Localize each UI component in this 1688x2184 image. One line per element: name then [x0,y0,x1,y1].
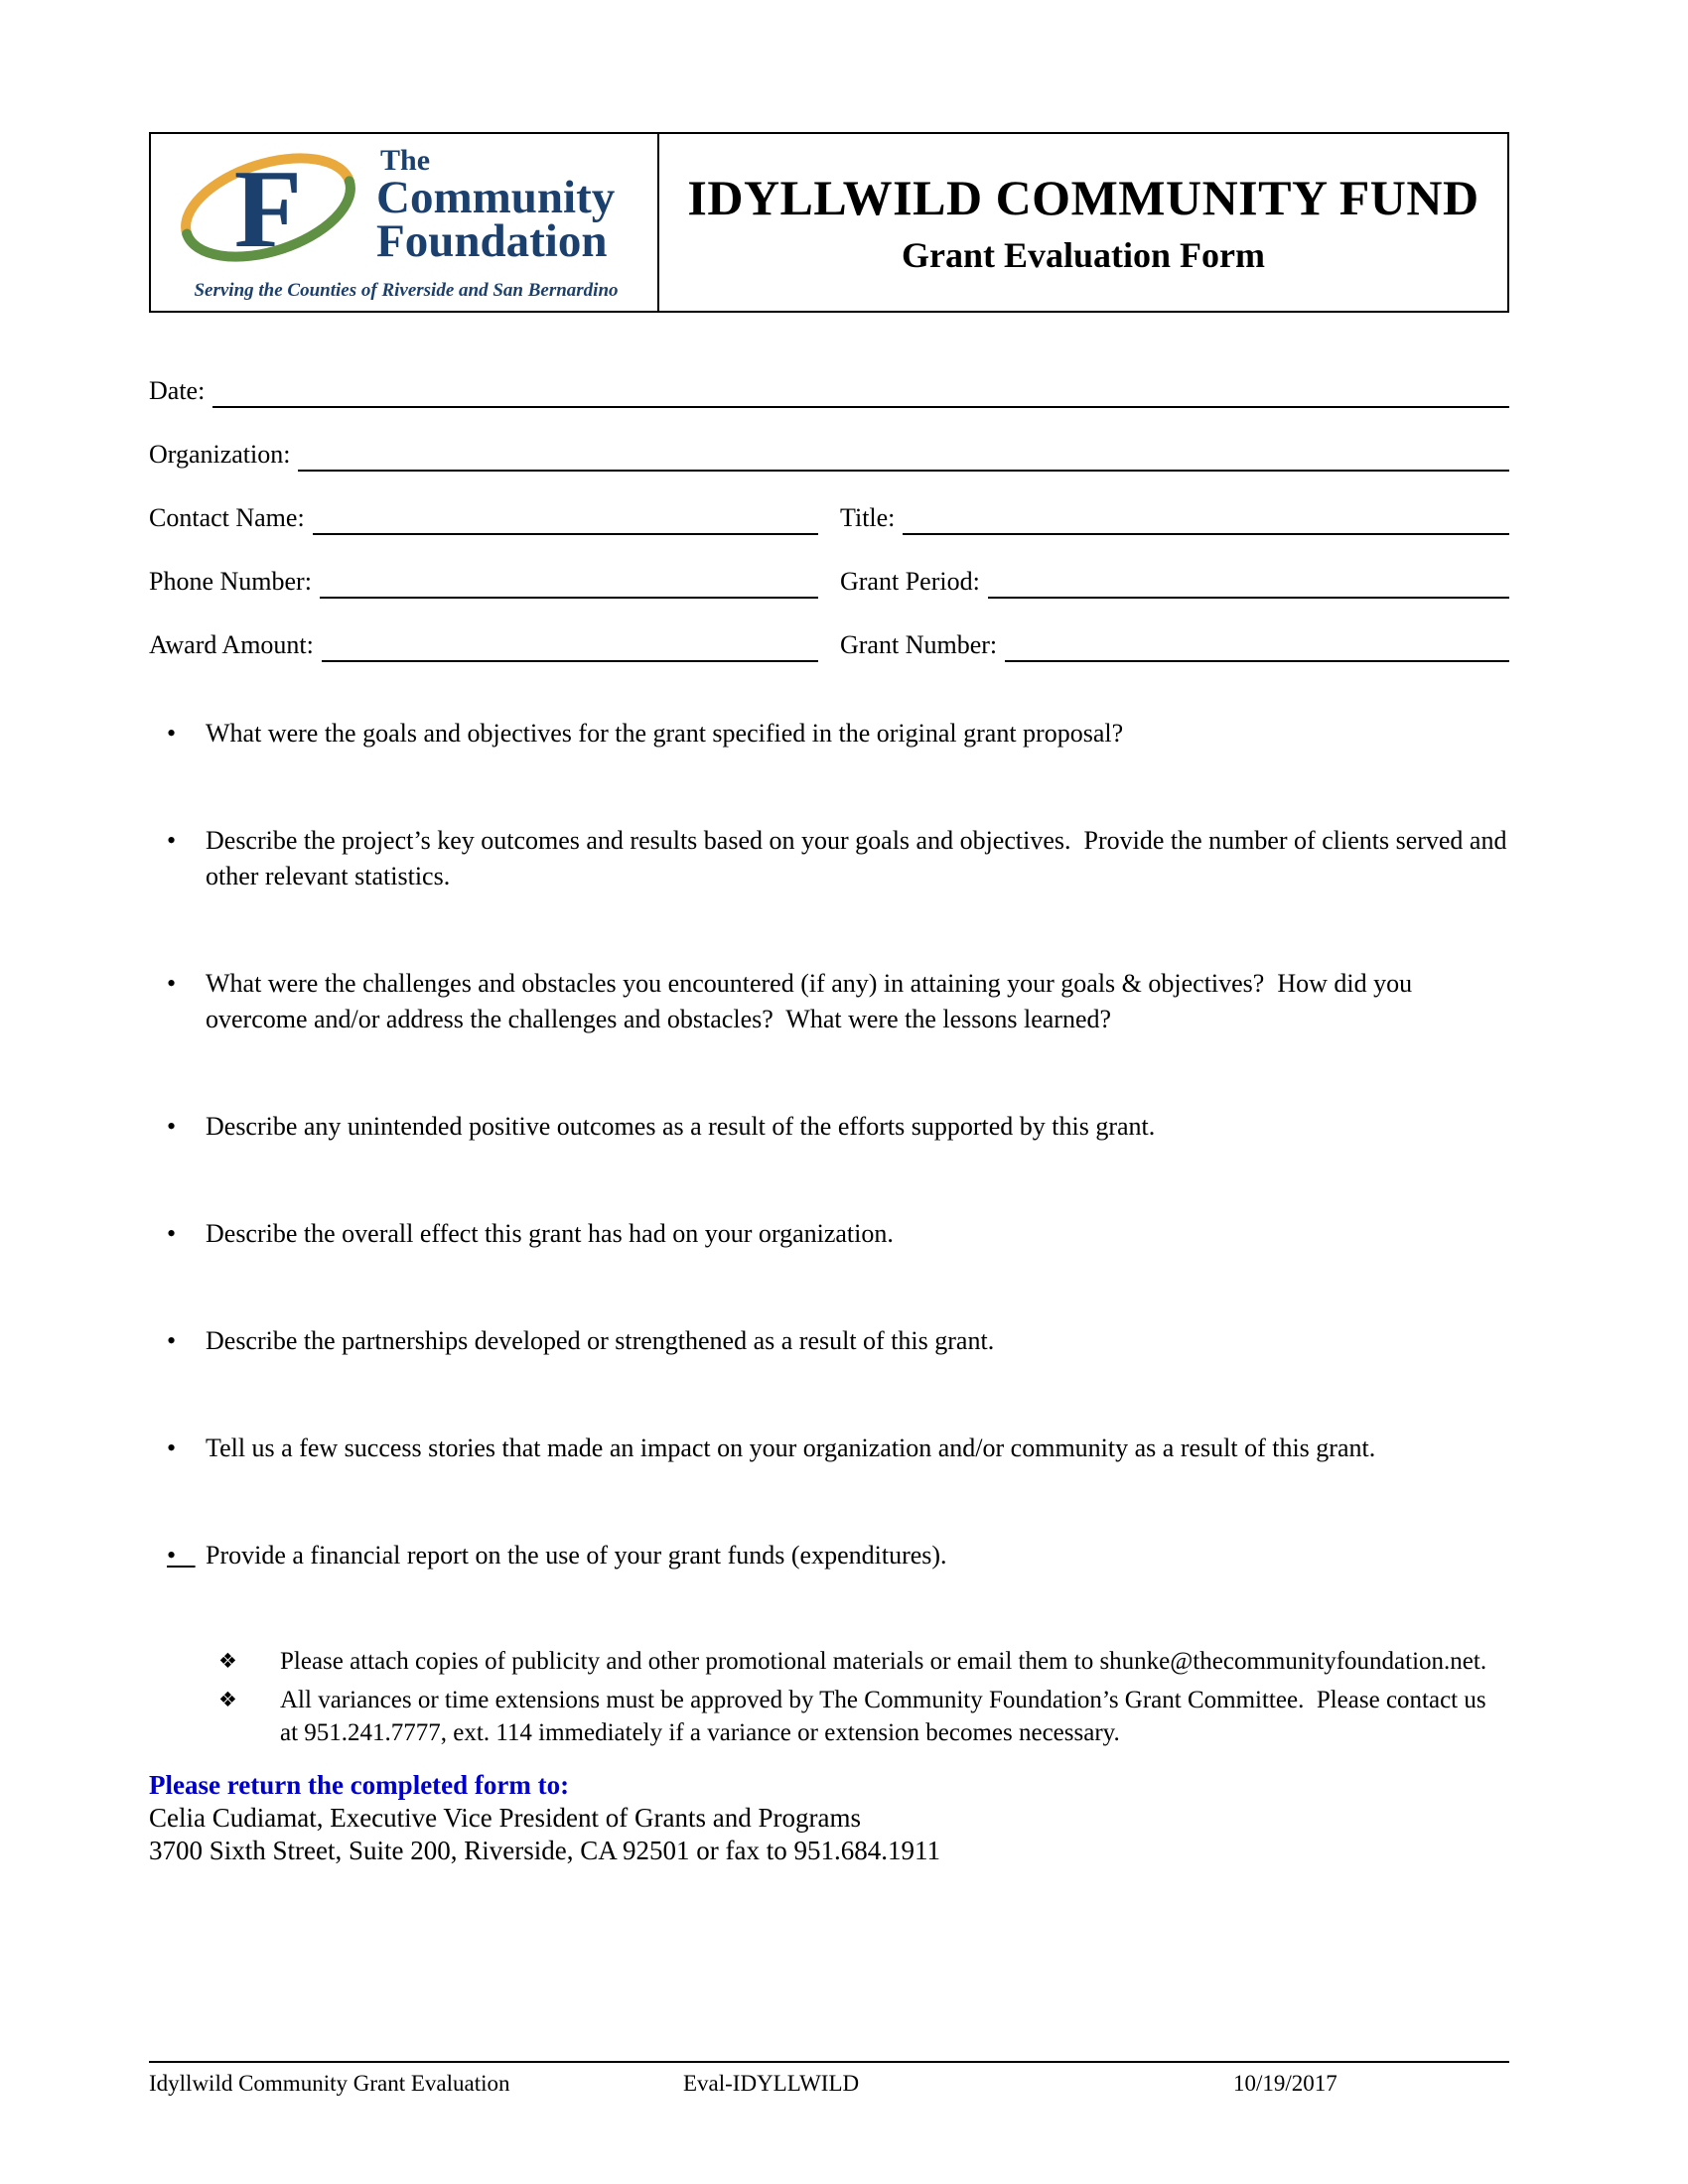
return-heading: Please return the completed form to: [149,1770,570,1800]
page-footer [149,2061,1509,2113]
grant-number-label: Grant Number: [840,630,998,659]
contact-name-input-line[interactable] [313,503,818,535]
return-info [149,1769,1509,1867]
logo-word-foundation: Foundation [376,215,608,267]
question-6-text: Describe the partnerships developed or strengthened as a result of this grant. [206,1326,995,1355]
foundation-f-swoosh-icon [169,146,372,265]
date-row [149,374,1509,408]
question-6 [149,1323,1509,1359]
question-4-text: Describe any unintended positive outcomes as a result of the efforts supported by this grant. [206,1112,1156,1141]
diamond-icon: ❖ [218,1649,237,1673]
form-fields [149,374,1509,662]
title-input-line[interactable] [903,503,1509,535]
question-2 [149,823,1513,894]
organization-input-line[interactable] [298,440,1509,472]
bullet-icon: • [167,1219,177,1248]
question-7 [149,1431,1509,1466]
grant-number-field [840,628,1509,662]
question-5-text: Describe the overall effect this grant has had on your organization. [206,1219,894,1248]
grant-period-field [840,565,1509,599]
bullet-icon: • [167,1326,177,1355]
grant-period-input-line[interactable] [988,567,1509,599]
logo-tagline: Serving the Counties of Riverside and San Bernardino [194,280,619,301]
question-8-text: Provide a financial report on the use of your grant funds (expenditures). [206,1541,947,1570]
organization-row [149,438,1509,472]
return-contact: Celia Cudiamat, Executive Vice President of Grants and Programs [149,1803,861,1833]
question-1 [149,716,1509,751]
award-amount-label: Award Amount: [149,630,314,659]
organization-label: Organization: [149,440,291,469]
grant-number-input-line[interactable] [1005,630,1509,662]
footer-doc-name: Idyllwild Community Grant Evaluation [149,2071,510,2096]
note-list [149,1645,1509,1749]
contact-title-row [149,501,1509,535]
phone-number-field [149,565,818,599]
contact-name-field [149,501,818,535]
phone-number-label: Phone Number: [149,567,312,596]
document-title: IDYLLWILD COMMUNITY FUND [687,170,1479,225]
bullet-icon: • [167,1112,177,1141]
logo-word-the: The [380,144,431,177]
question-3 [149,966,1509,1037]
phone-period-row [149,565,1509,599]
footer-date: 10/19/2017 [1233,2071,1337,2096]
note-2 [149,1684,1509,1749]
note-2-text: All variances or time extensions must be approved by The Community Foundation’s Grant Committee. Please contact us at 951.241.7777, ext. 114 immediately if a variance or extension becomes necessary. [280,1687,1492,1746]
title-field [840,501,1509,535]
question-2-text: Describe the project’s key outcomes and results based on your goals and objectives. Provide the number of clients served and other relevant statistics. [206,826,1513,890]
question-1-text: What were the goals and objectives for the grant specified in the original grant proposal? [206,719,1124,748]
award-amount-input-line[interactable] [322,630,818,662]
community-foundation-logo [151,134,659,311]
question-7-text: Tell us a few success stories that made an impact on your organization and/or community as a result of this grant. [206,1433,1376,1462]
logo-f-monogram: F [233,148,303,265]
title-label: Title: [840,503,896,532]
document-subtitle: Grant Evaluation Form [902,235,1265,275]
bullet-icon: • [167,826,177,855]
question-5 [149,1216,1509,1252]
phone-number-input-line[interactable] [320,567,818,599]
question-8 [149,1538,1509,1573]
question-3-text: What were the challenges and obstacles you encountered (if any) in attaining your goals & objectives? How did you overcome and/or address the challenges and obstacles? What were the lessons learned? [206,969,1419,1033]
award-number-row [149,628,1509,662]
contact-name-label: Contact Name: [149,503,305,532]
logo-top [169,144,643,280]
question-4 [149,1109,1509,1145]
title-cell [659,134,1507,311]
diamond-icon: ❖ [218,1688,237,1711]
award-amount-field [149,628,818,662]
grant-period-label: Grant Period: [840,567,980,596]
bullet-icon-underlined: • [167,1541,196,1570]
bullet-icon: • [167,1433,177,1462]
logo-word-community: Community [376,172,616,223]
bullet-icon: • [167,969,177,998]
bullet-icon: • [167,719,177,748]
return-address: 3700 Sixth Street, Suite 200, Riverside, CA 92501 or fax to 951.684.1911 [149,1836,940,1865]
question-list [149,716,1513,1573]
logo-wordmark [376,144,616,267]
note-1-text: Please attach copies of publicity and other promotional materials or email them to shunke@thecommunityfoundation.net. [280,1648,1487,1675]
header-box [149,132,1509,313]
date-input-line[interactable] [212,376,1509,408]
date-label: Date: [149,376,206,405]
footer-doc-code: Eval-IDYLLWILD [683,2071,860,2096]
note-1 [149,1645,1509,1678]
